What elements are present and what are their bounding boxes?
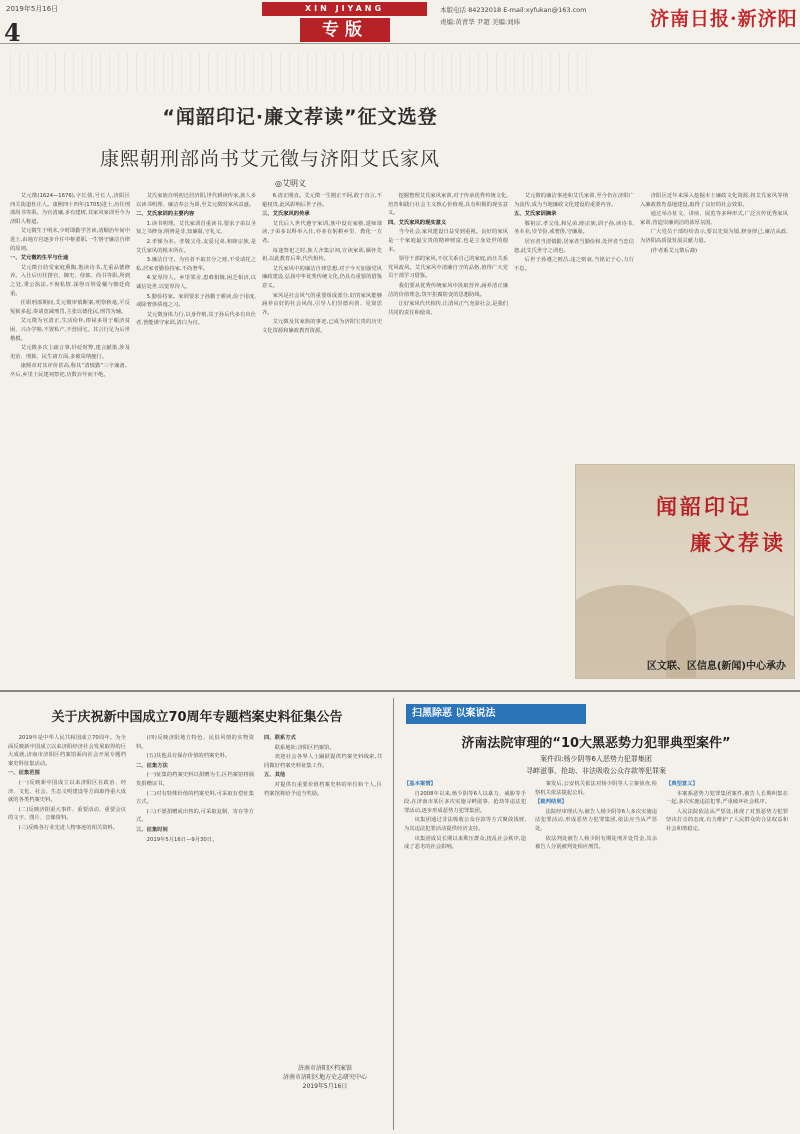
decorative-background: [10, 52, 590, 92]
section-heading: 【基本案情】: [404, 781, 436, 787]
paragraph: 敬祖宗,孝父母,和兄弟,睦宗族,训子孙,读诗书,务本业,崇节俭,戒奢侈,守廉耻。: [514, 220, 634, 236]
case-subtitle: 案件四:杨少阴等6人恶势力犯罪集团: [540, 755, 652, 763]
paragraph: 6.清正刚直。艾元徵一生刚正不阿,敢于直言,不避权贵,此风影响后世子孙。: [262, 193, 382, 208]
paragraph: (二)对有特殊价值的档案史料,可采取有偿征集方式。: [136, 790, 254, 806]
notice-column-1: [8, 734, 126, 1126]
editor-contact: 本版电话 84232018 E-mail:xyfukan@163.com: [440, 6, 587, 14]
paragraph: 艾氏后人世代遵守家训,族中设有家塾,延师课读,子弟多以科举入仕,亦多有躬耕乡里、教化一方者。: [262, 220, 382, 244]
paragraph: 2019年5月16日—9月30日。: [146, 836, 218, 843]
section-heading: 二、艾氏家训的主要内容: [136, 211, 195, 218]
paragraph: 4.宽厚待人。乡里邻舍,患难相恤,困乏相济,以诚信处世,以宽厚待人。: [136, 275, 256, 290]
feature-column-3: [262, 192, 382, 682]
column-divider: [393, 698, 394, 1130]
column-label: 扫黑除恶 以案说法: [406, 704, 586, 724]
paragraph: 1.读书明理。艾氏家训首重读书,要求子弟以圣贤之书修身,明辨是非,知廉耻,守礼义。: [136, 220, 256, 236]
signature-org-1: 济南市济阳区档案馆: [297, 1065, 352, 1072]
paragraph: 每逢祭祀之时,族人齐集宗祠,宣读家训,缅怀先祖,以此教育后辈,代代相传。: [262, 247, 382, 263]
paragraph: 本案系恶势力犯罪集团案件,被告人长期纠集在一起,多次实施违法犯罪,严重破坏社会秩序。: [666, 790, 788, 806]
paragraph: 联系地址:济阳区档案馆。: [274, 744, 335, 751]
case-title: 济南法院审理的“10大黑恶势力犯罪典型案件”: [461, 736, 731, 751]
feature-column-2: [136, 192, 256, 682]
paragraph: 家风是社会风气的重要组成部分,好的家风能够涵养良好的社会风尚,引导人们崇德向善、见贤思齐。: [262, 292, 382, 316]
paragraph: 艾元徵身体力行,以身作则,其子孙后代多有出仕者,皆能谨守家训,清白为官。: [136, 311, 256, 327]
paragraph: 该集团成员长期以来欺压群众,扰乱社会秩序,造成了恶劣的社会影响。: [404, 835, 526, 851]
notice-column-3: [264, 734, 382, 1024]
signature-org-2: 济南市济阳区地方史志研究中心: [282, 1074, 367, 1081]
paragraph: 艾元徵(1624—1676),字长倩,号长人,济阳区西关街道杜庄人。康熙四十四年(1705)进士,历任刑部尚书等职。为官清廉,多有建树,其家风家训至今为济阳人称道。: [10, 193, 130, 225]
section-divider: [0, 690, 800, 692]
paragraph: 该集团通过非法吸收公众存款等方式聚敛钱财,为其违法犯罪活动提供经济支持。: [404, 817, 526, 832]
paragraph: 人民法院依法从严惩处,体现了对黑恶势力犯罪坚决打击的态度,有力维护了人民群众的合法权益和社会和谐稳定。: [666, 808, 788, 832]
signature-date: 2019年5月16日: [302, 1083, 348, 1090]
paragraph: 艾元徵的廉洁事迹和艾氏家训,至今仍在济阳广为流传,成为当地廉政文化建设的重要内容。: [514, 193, 634, 208]
section-heading: 二、征集方法: [136, 762, 168, 769]
section-heading: 五、艾氏家训摘录: [514, 211, 557, 218]
paragraph: (五)其他具有保存价值的档案史料。: [146, 753, 231, 760]
case-column-3: [666, 780, 788, 1126]
case-column-2: [535, 780, 657, 1126]
section-title: 专版: [300, 18, 390, 42]
section-band: XIN JIYANG: [262, 2, 427, 16]
paragraph: 艾氏家风中的廉洁自律思想,对于今天加强党风廉政建设,弘扬中华优秀传统文化,仍具有重要的借鉴意义。: [262, 265, 382, 289]
feature-column-4: [388, 192, 508, 682]
illustration-caption-1: 闻韶印记: [656, 494, 752, 519]
section-heading: 一、艾元徵的生平与仕途: [10, 255, 69, 262]
feature-author: ◎艾明义: [275, 179, 306, 188]
section-heading: 五、其他: [264, 772, 286, 779]
paragraph: 艾元徵自幼受家庭熏陶,饱读诗书,尤重品德修养。入仕后历任推官、御史、侍郎、尚书等职,所到之处,秉公执法,不徇私情,深得百姓爱戴与朝廷倚重。: [10, 264, 130, 297]
section-heading: 一、征集范围: [8, 770, 40, 777]
paragraph: 艾元徵多次上疏言事,针砭时弊,建言献策,涉及吏治、刑狱、民生诸方面,多被采纳施行。: [10, 345, 130, 360]
paragraph: 通过举办征文、讲座、展览等多种形式,广泛宣传优秀家风家训,营造崇廉尚洁的浓厚氛围。: [640, 211, 788, 226]
paragraph: 领导干部的家风,不仅关系自己的家庭,而且关系党风政风。艾氏家风中清廉自守的品格,值得广大党员干部学习借鉴。: [388, 256, 508, 280]
paragraph: 挖掘整理艾氏家风家训,对于传承优秀传统文化,培育和践行社会主义核心价值观,具有积极的现实意义。: [388, 193, 508, 217]
case-columns: [404, 780, 788, 1126]
section-heading: 四、联系方式: [264, 735, 296, 741]
paragraph: (作者系艾元徵后裔): [650, 247, 698, 254]
paragraph: 3.廉洁自守。为官者不取非分之财,不受请托之私,居家者勤俭持家,不尚奢华。: [136, 257, 256, 272]
paragraph: 依法判处被告人杨少阴有期徒刑并处罚金,其余被告人分别被判处相应刑罚。: [535, 835, 657, 851]
issue-date: 2019年5月16日: [6, 5, 59, 13]
paragraph: 广大党员干部纷纷表示,要以先贤为镜,修身律己,廉洁从政,为济阳高质量发展贡献力量。: [640, 229, 788, 244]
paragraph: (三)不愿捐赠或出售的,可采取复制、寄存等方式。: [136, 808, 254, 824]
illustration-credit: 区文联、区信息(新闻)中心承办: [646, 661, 786, 672]
paragraph: 艾元徵生于明末,少时即勤学苦读,清顺治年间中进士,由地方官逐步升任中枢要职,一生恪守廉洁自律的原则。: [10, 228, 130, 252]
illustration-caption-2: 廉文荐读: [690, 530, 786, 555]
paragraph: 艾氏家族自明初迁居济阳,世代耕读传家,族人多以读书明理、廉洁奉公为训,至艾元徵时家风益盛。: [136, 193, 256, 208]
editor-info: [440, 4, 587, 28]
paragraph: 法院经审理认为,被告人杨少阴等6人多次实施违法犯罪活动,形成恶势力犯罪集团,依法应当从严惩处。: [535, 808, 657, 832]
paragraph: (二)反映济阳重大事件、重要活动、重要会议的文字、图片、音像资料。: [8, 806, 126, 822]
paragraph: 对提供有重要价值档案史料的单位和个人,区档案馆将给予适当奖励。: [264, 781, 382, 797]
paragraph: 2019年是中华人民共和国成立70周年。为全面反映新中国成立以来济阳经济社会发展取得的巨大成就,济南市济阳区档案馆面向社会开展专题档案史料征集活动。: [8, 735, 126, 767]
page-number: 4: [4, 18, 21, 47]
paragraph: (一)征集的档案史料以捐赠为主,区档案馆将颁发捐赠证书。: [136, 772, 254, 787]
paragraph: 自2008年以来,杨少阴等6人以暴力、威胁等手段,在济南市某区多次实施寻衅滋事、抢劫等违法犯罪活动,逐步形成恶势力犯罪集团。: [404, 790, 526, 814]
page-header: [0, 0, 800, 47]
paragraph: 让好家风代代相传,让清风正气充盈社会,是我们共同的责任和使命。: [388, 301, 508, 316]
feature-column-1: [10, 192, 130, 682]
paragraph: 欢迎社会各界人士踊跃提供档案史料线索,共同做好档案史料征集工作。: [264, 754, 382, 769]
paragraph: 5.勤俭持家。家训要求子孙勤于耕读,俭于用度,戒除奢侈骄逸之习。: [136, 293, 256, 309]
section-heading: 三、征集时间: [136, 826, 168, 833]
paragraph: 后世子孙遵之则昌,违之则衰,当铭记于心,力行不怠。: [514, 257, 634, 272]
paragraph: 济阳区近年来深入挖掘本土廉政文化资源,将艾氏家风等纳入廉政教育基地建设,取得了良好的社会效果。: [640, 193, 788, 208]
section-heading: 三、艾氏家风的传承: [262, 211, 310, 218]
paragraph: (四)反映济阳地方特色、民俗风情的实物资料。: [136, 735, 254, 750]
case-column-1: [404, 780, 526, 1126]
notice-column-2: [136, 734, 254, 1126]
feature-title: “闻韶印记·廉文荐读”征文选登: [162, 106, 438, 128]
notice-columns: [8, 734, 386, 1126]
section-heading: 【典型意义】: [666, 781, 698, 787]
legal-case-article: [400, 700, 792, 1126]
editor-names: 责编:黄青华 尹超 美编:刘炜: [440, 18, 521, 26]
feature-article: [0, 44, 800, 690]
notice-title: 关于庆祝新中国成立70周年专题档案史料征集公告: [51, 710, 343, 725]
paragraph: (三)反映各行业先进人物事迹的相关资料。: [18, 824, 119, 831]
paragraph: 艾元徵为官清正,生活俭朴,俸禄多用于赈济贫困、兴办学塾,不置私产,不营园宅。其言行足为后世楷模。: [10, 318, 130, 342]
archive-notice: [8, 700, 386, 1126]
paragraph: 任职刑部期间,艾元徵审慎断案,明察秋毫,平反冤狱多起,奏请宽减刑罚,主张以德化民,刑罚为辅。: [10, 300, 130, 315]
paragraph: (一)反映新中国成立以来济阳区在政治、经济、文化、社会、生态文明建设等方面取得重大成就的各类档案史料。: [8, 779, 126, 804]
section-heading: 四、艾氏家风的现实意义: [388, 219, 447, 226]
paragraph: 当今社会,家风建设日益受到重视。良好的家风是一个家庭最宝贵的精神财富,也是立身处世的根本。: [388, 229, 508, 253]
feature-subtitle: 康熙朝刑部尚书艾元徵与济阳艾氏家风: [100, 148, 441, 170]
feature-illustration: [575, 464, 795, 679]
paragraph: 康熙帝对其评价甚高,称其“清慎勤”三字兼备。卒后,乡里士民建祠祭祀,历数百年而不绝。: [10, 363, 130, 378]
paragraph: 2.孝悌为本。孝敬父母,友爱兄弟,和睦宗族,是艾氏家风的根本所在。: [136, 238, 256, 254]
notice-signature: [264, 1064, 386, 1091]
paragraph: 居官者当清慎勤,居家者当勤俭和,处世者当忠信恕,此艾氏世守之训也。: [514, 238, 634, 254]
section-heading: 【裁判结果】: [535, 799, 567, 806]
case-subtitle-2: 寻衅滋事、抢劫、非法吸收公众存款等犯罪案: [526, 767, 666, 775]
newspaper-masthead: 济南日报·新济阳: [650, 8, 798, 30]
paragraph: 艾元徵及其家族的事迹,已成为济阳宝贵的历史文化资源和廉政教育资源。: [262, 319, 382, 334]
paragraph: 案发后,公安机关依法对杨少阴等人立案侦查,检察机关依法提起公诉。: [535, 781, 657, 796]
paragraph: 我们要从优秀传统家风中汲取营养,涵养清正廉洁的价值理念,筑牢拒腐防变的思想防线。: [388, 282, 508, 298]
